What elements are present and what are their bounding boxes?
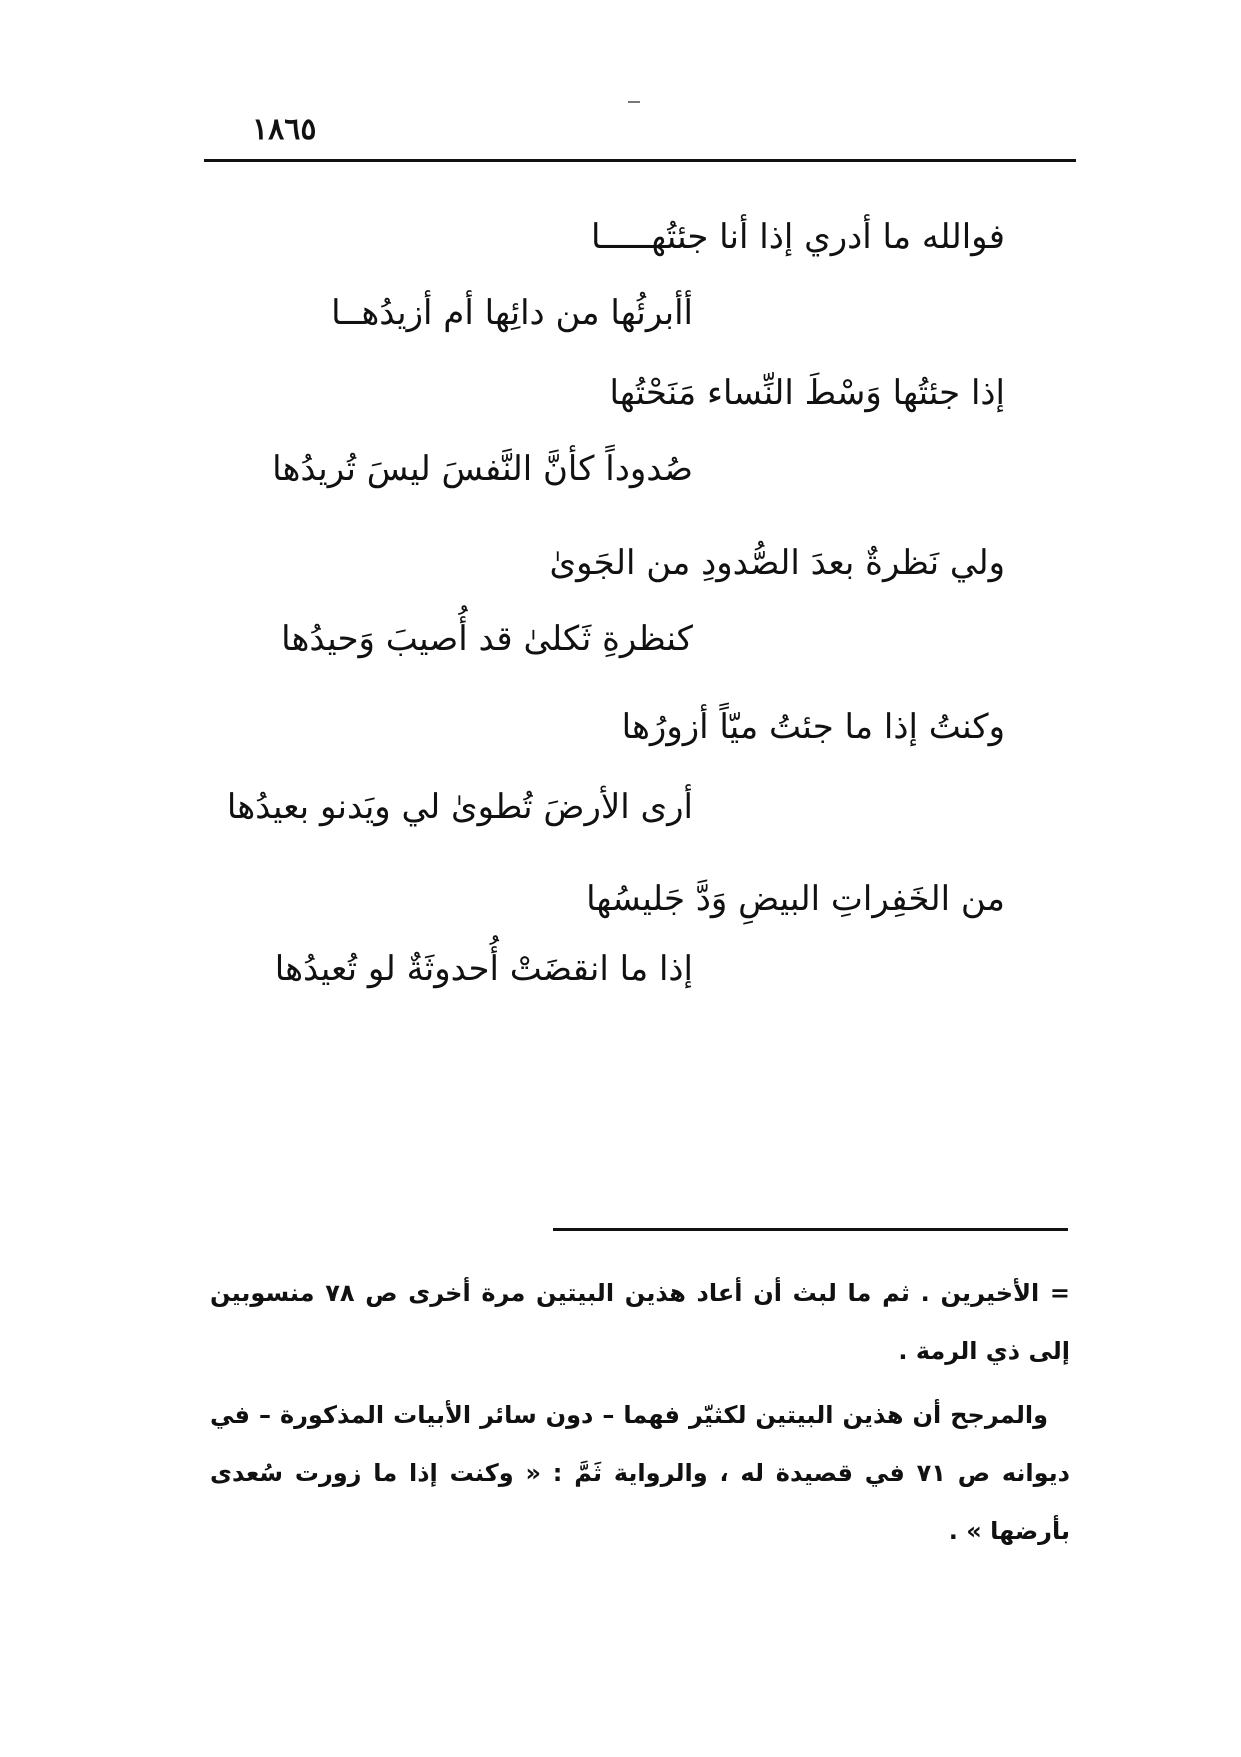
stray-mark [628,101,640,103]
header-rule [204,159,1076,162]
verse-2-second-hemistich: صُدوداً كأنَّ النَّفسَ ليسَ تُريدُها [272,449,693,489]
verse-4-first-hemistich: وكنتُ إذا ما جئتُ ميّاً أزورُها [621,707,1005,747]
footnotes [210,1264,1070,1566]
footnote-paragraph: والمرجح أن هذين البيتين لكثيّر فهما – دون سائر الأبيات المذكورة – في ديوانه ص ٧١ في قصيدة له ، والرواية ثَمَّ : « وكنت إذا ما زورت سُعدى بأرضها » . [210,1401,1070,1545]
verse-4-second-hemistich: أرى الأرضَ تُطوىٰ لي ويَدنو بعيدُها [226,787,693,827]
verse-3-second-hemistich: كنظرةِ ثَكلىٰ قد أُصيبَ وَحيدُها [281,619,693,659]
verse-2-first-hemistich: إذا جئتُها وَسْطَ النِّساء مَنَحْتُها [609,373,1005,413]
verse-1-second-hemistich: أأبرئُها من دائِها أم أزيدُهــا [331,293,693,333]
verse-5-first-hemistich: من الخَفِراتِ البيضِ وَدَّ جَليسُها [586,879,1005,919]
verse-3-first-hemistich: ولي نَظرةٌ بعدَ الصُّدودِ من الجَوىٰ [549,543,1005,583]
footnote-rule [553,1228,1068,1231]
verse-5-second-hemistich: إذا ما انقضَتْ أُحدوثَةٌ لو تُعيدُها [274,949,693,989]
footnote-paragraph: = الأخيرين . ثم ما لبث أن أعاد هذين البيتين مرة أخرى ص ٧٨ منسوبين إلى ذي الرمة . [210,1279,1070,1365]
verse-1-first-hemistich: فوالله ما أدري إذا أنا جئتُهـــــا [590,217,1005,257]
page-number: ١٨٦٥ [252,112,317,147]
